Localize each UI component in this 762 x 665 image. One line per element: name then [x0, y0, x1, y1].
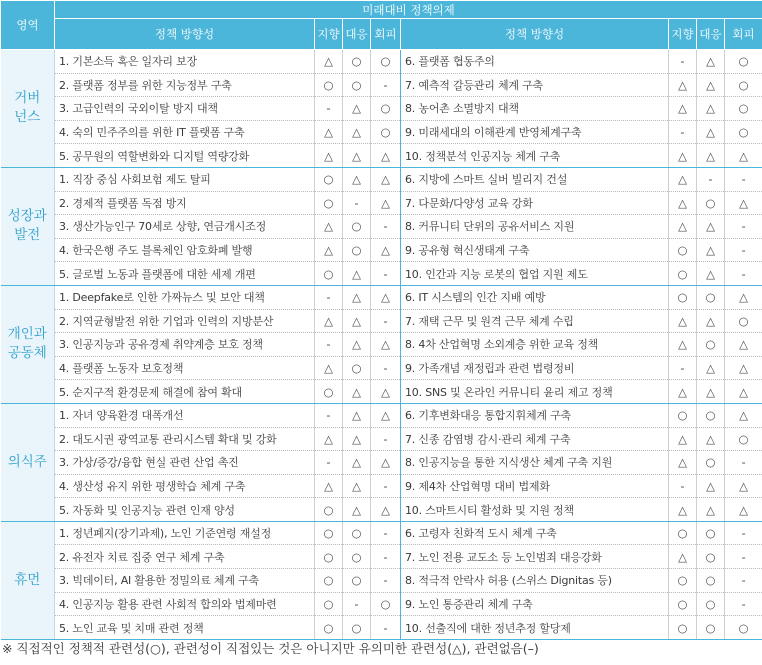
mark-respond: △ [697, 309, 725, 333]
policy-item: 5. 노인 교육 및 치매 관련 정책 [55, 616, 315, 640]
mark-orient: △ [669, 97, 697, 121]
area-label [1, 521, 55, 639]
area-label [1, 50, 55, 168]
mark-avoid: ○ [725, 427, 762, 451]
area-header: 영역 [1, 1, 55, 50]
mark-respond: △ [343, 97, 371, 121]
policy-item: 3. 빅데이터, AI 활용한 정밀의료 체계 구축 [55, 569, 315, 593]
area-label-line: 휴먼 [14, 571, 41, 588]
policy-item: 2. 경제적 플랫폼 독점 방지 [55, 191, 315, 215]
table-row [1, 474, 762, 498]
policy-item: 3. 인공지능과 공유경제 취약계층 보호 정책 [55, 333, 315, 357]
area-label-line: 의식주 [7, 453, 47, 470]
policy-item: 7. 재택 근무 및 원격 근무 체계 수립 [401, 309, 669, 333]
mark-respond: - [343, 191, 371, 215]
table-row [1, 521, 762, 545]
mark-respond: △ [343, 167, 371, 191]
mark-avoid: ○ [371, 120, 401, 144]
mark-respond: △ [697, 50, 725, 74]
mark-orient: - [315, 333, 343, 357]
mark-orient: △ [669, 167, 697, 191]
policy-item: 6. 기후변화대응 통합지휘체계 구축 [401, 403, 669, 427]
mark-avoid: △ [725, 285, 762, 309]
mark-orient: ○ [669, 569, 697, 593]
policy-item: 3. 생산가능인구 70세로 상향, 연금개시조정 [55, 215, 315, 239]
policy-item: 5. 글로벌 노동과 플랫폼에 대한 세제 개편 [55, 262, 315, 286]
mark-avoid: △ [371, 333, 401, 357]
policy-item: 1. 자녀 양육환경 대폭개선 [55, 403, 315, 427]
table-row [1, 616, 762, 640]
policy-item: 10. 선출직에 대한 정년추정 할당제 [401, 616, 669, 640]
policy-column-header: 정책 방향성 [401, 19, 669, 50]
mark-respond: - [697, 167, 725, 191]
policy-item: 9. 노인 통증관리 체계 구축 [401, 592, 669, 616]
policy-item: 8. 4차 산업혁명 소외계층 위한 교육 정책 [401, 333, 669, 357]
mark-avoid: - [371, 73, 401, 97]
mark-avoid: ○ [371, 50, 401, 74]
table-row [1, 120, 762, 144]
mark-respond: △ [343, 451, 371, 475]
mark-avoid: △ [371, 498, 401, 522]
mark-orient: - [315, 403, 343, 427]
mark-orient: △ [315, 427, 343, 451]
table-row [1, 285, 762, 309]
mark-respond: ○ [343, 215, 371, 239]
mark-orient: - [669, 120, 697, 144]
mark-orient: △ [669, 545, 697, 569]
mark-avoid: ○ [725, 97, 762, 121]
mark-orient: ○ [315, 592, 343, 616]
policy-item: 1. 직장 중심 사회보험 제도 탈피 [55, 167, 315, 191]
mark-respond: △ [697, 380, 725, 404]
mark-avoid: - [371, 474, 401, 498]
mark-respond: ○ [697, 616, 725, 640]
mark-orient: - [669, 356, 697, 380]
policy-item: 4. 플랫폼 노동자 보호정책 [55, 356, 315, 380]
mark-orient: ○ [669, 616, 697, 640]
mark-avoid: △ [725, 380, 762, 404]
column-header-orient: 지향 [315, 19, 343, 50]
mark-respond: ○ [697, 545, 725, 569]
column-header-respond: 대응 [697, 19, 725, 50]
policy-column-header: 정책 방향성 [55, 19, 315, 50]
mark-respond: △ [697, 215, 725, 239]
mark-orient: ○ [315, 73, 343, 97]
area-label [1, 403, 55, 521]
mark-avoid: - [725, 545, 762, 569]
mark-orient: △ [669, 427, 697, 451]
mark-avoid: ○ [725, 616, 762, 640]
policy-item: 4. 한국은행 주도 블록체인 암호화폐 발행 [55, 238, 315, 262]
mark-avoid: △ [371, 380, 401, 404]
mark-respond: ○ [343, 521, 371, 545]
mark-avoid: △ [725, 498, 762, 522]
mark-orient: △ [669, 215, 697, 239]
table-title: 미래대비 정책의제 [55, 1, 762, 19]
policy-item: 10. 인간과 지능 로봇의 협업 지원 제도 [401, 262, 669, 286]
legend-note: ※ 직접적인 정책적 관련성(○), 관련성이 직접있는 것은 아니지만 유의미한 관련성(△), 관련없음(–) [2, 641, 539, 656]
policy-item: 8. 커뮤니티 단위의 공유서비스 지원 [401, 215, 669, 239]
area-label-line: 넌스 [14, 109, 41, 126]
mark-respond: ○ [697, 333, 725, 357]
policy-item: 9. 공유형 혁신생태계 구축 [401, 238, 669, 262]
mark-avoid: △ [371, 238, 401, 262]
policy-item: 8. 적극적 안락사 허용 (스위스 Dignitas 등) [401, 569, 669, 593]
mark-orient: △ [315, 474, 343, 498]
policy-item: 1. 기본소득 혹은 일자리 보장 [55, 50, 315, 74]
mark-avoid: - [371, 427, 401, 451]
mark-respond: △ [697, 144, 725, 168]
policy-item: 6. 플랫폼 협동주의 [401, 50, 669, 74]
mark-respond: ○ [343, 569, 371, 593]
table-row [1, 592, 762, 616]
mark-respond: △ [697, 120, 725, 144]
table-row [1, 333, 762, 357]
table-row [1, 191, 762, 215]
policy-item: 6. 고령자 친화적 도시 체계 구축 [401, 521, 669, 545]
mark-respond: △ [697, 427, 725, 451]
mark-avoid: △ [725, 474, 762, 498]
column-header-orient: 지향 [669, 19, 697, 50]
column-header-avoid: 회피 [371, 19, 401, 50]
mark-avoid: ○ [371, 97, 401, 121]
policy-item: 9. 제4차 산업혁명 대비 법제화 [401, 474, 669, 498]
mark-avoid: △ [725, 356, 762, 380]
mark-respond: △ [697, 474, 725, 498]
mark-respond: ○ [343, 616, 371, 640]
mark-respond: △ [343, 380, 371, 404]
policy-item: 6. IT 시스템의 인간 지배 예방 [401, 285, 669, 309]
mark-avoid: △ [371, 285, 401, 309]
table-row [1, 403, 762, 427]
mark-avoid: △ [371, 167, 401, 191]
mark-avoid: - [371, 569, 401, 593]
policy-item: 7. 신종 감염병 감시·관리 체계 구축 [401, 427, 669, 451]
table-row [1, 50, 762, 74]
policy-item: 9. 가족개념 재정립과 관련 법령정비 [401, 356, 669, 380]
mark-orient: △ [315, 144, 343, 168]
policy-item: 7. 노인 전용 교도소 등 노인범죄 대응강화 [401, 545, 669, 569]
mark-orient: △ [669, 380, 697, 404]
mark-respond: ○ [697, 191, 725, 215]
policy-item: 7. 예측적 갈등관리 체계 구축 [401, 73, 669, 97]
policy-item: 4. 인공지능 활용 관련 사회적 합의와 법제마련 [55, 592, 315, 616]
table-row [1, 451, 762, 475]
table-row [1, 167, 762, 191]
mark-avoid: ○ [725, 73, 762, 97]
table-row [1, 498, 762, 522]
mark-orient: ○ [315, 191, 343, 215]
table-row [1, 144, 762, 168]
mark-respond: △ [697, 262, 725, 286]
mark-respond: △ [697, 97, 725, 121]
policy-item: 4. 생산성 유지 위한 평생학습 체계 구축 [55, 474, 315, 498]
mark-respond: ○ [343, 73, 371, 97]
mark-avoid: △ [371, 403, 401, 427]
mark-avoid: ○ [725, 120, 762, 144]
mark-orient: ○ [315, 569, 343, 593]
mark-orient: - [669, 474, 697, 498]
mark-orient: - [315, 97, 343, 121]
column-header-respond: 대응 [343, 19, 371, 50]
mark-respond: △ [343, 309, 371, 333]
mark-respond: ○ [343, 545, 371, 569]
mark-avoid: - [371, 521, 401, 545]
mark-respond: ○ [697, 569, 725, 593]
policy-item: 4. 숙의 민주주의를 위한 IT 플랫폼 구축 [55, 120, 315, 144]
policy-item: 2. 지역균형발전 위한 기업과 인력의 지방분산 [55, 309, 315, 333]
mark-respond: △ [343, 427, 371, 451]
policy-item: 3. 가상/증강/융합 현실 관련 산업 촉진 [55, 451, 315, 475]
mark-respond: △ [343, 120, 371, 144]
mark-respond: ○ [697, 451, 725, 475]
policy-item: 2. 유전자 치료 집중 연구 체계 구축 [55, 545, 315, 569]
mark-orient: △ [669, 144, 697, 168]
mark-respond: △ [343, 333, 371, 357]
mark-avoid: - [371, 545, 401, 569]
area-label [1, 167, 55, 285]
table-row [1, 97, 762, 121]
mark-avoid: △ [725, 144, 762, 168]
table-row [1, 215, 762, 239]
mark-orient: △ [669, 191, 697, 215]
mark-orient: ○ [315, 498, 343, 522]
mark-respond: ○ [343, 50, 371, 74]
policy-item: 5. 순지구적 환경문제 해결에 참여 확대 [55, 380, 315, 404]
mark-avoid: - [725, 451, 762, 475]
mark-avoid: △ [371, 144, 401, 168]
mark-respond: ○ [343, 238, 371, 262]
policy-item: 10. 스마트시티 활성화 및 지원 정책 [401, 498, 669, 522]
mark-respond: △ [343, 498, 371, 522]
mark-orient: △ [315, 356, 343, 380]
mark-respond: ○ [697, 285, 725, 309]
policy-item: 5. 공무원의 역할변화와 디지털 역량강화 [55, 144, 315, 168]
policy-item: 10. 정책분석 인공지능 체계 구축 [401, 144, 669, 168]
policy-item: 9. 미래세대의 이해관계 반영체계구축 [401, 120, 669, 144]
policy-item: 7. 다문화/다양성 교육 강화 [401, 191, 669, 215]
mark-avoid: - [725, 167, 762, 191]
mark-avoid: ○ [371, 592, 401, 616]
area-label-line: 발전 [14, 227, 41, 244]
table-row [1, 262, 762, 286]
mark-respond: △ [343, 144, 371, 168]
mark-avoid: - [725, 569, 762, 593]
area-label-line: 거버 [14, 90, 41, 107]
mark-respond: ○ [343, 356, 371, 380]
mark-respond: ○ [697, 403, 725, 427]
table-row [1, 569, 762, 593]
mark-respond: △ [343, 474, 371, 498]
table-row [1, 356, 762, 380]
mark-avoid: - [371, 616, 401, 640]
area-label-line: 공동체 [7, 345, 47, 362]
table-row [1, 73, 762, 97]
mark-respond: △ [697, 73, 725, 97]
mark-avoid: △ [725, 403, 762, 427]
mark-avoid: - [725, 521, 762, 545]
policy-item: 8. 농어촌 소멸방지 대책 [401, 97, 669, 121]
table-row [1, 545, 762, 569]
mark-orient: - [315, 285, 343, 309]
mark-avoid: - [725, 592, 762, 616]
mark-avoid: - [371, 309, 401, 333]
mark-orient: △ [669, 451, 697, 475]
mark-avoid: △ [725, 191, 762, 215]
mark-orient: ○ [669, 238, 697, 262]
policy-item: 3. 고급인력의 국외이탈 방지 대책 [55, 97, 315, 121]
table-row [1, 309, 762, 333]
mark-orient: ○ [669, 285, 697, 309]
mark-avoid: - [371, 356, 401, 380]
mark-respond: ○ [697, 521, 725, 545]
policy-item: 8. 인공지능을 통한 지식생산 체계 구축 지원 [401, 451, 669, 475]
mark-orient: - [669, 50, 697, 74]
mark-orient: △ [315, 120, 343, 144]
mark-respond: - [343, 592, 371, 616]
table-row [1, 238, 762, 262]
table-row [1, 427, 762, 451]
mark-avoid: △ [725, 333, 762, 357]
area-label-line: 성장과 [7, 208, 47, 225]
policy-item: 2. 대도시권 광역교통 관리시스템 확대 및 강화 [55, 427, 315, 451]
mark-avoid: ○ [725, 309, 762, 333]
policy-item: 5. 자동화 및 인공지능 관련 인재 양성 [55, 498, 315, 522]
mark-orient: △ [315, 50, 343, 74]
mark-avoid: △ [371, 191, 401, 215]
policy-item: 1. 정년폐지(장기과제), 노인 기준연령 재설정 [55, 521, 315, 545]
mark-orient: △ [669, 309, 697, 333]
column-header-avoid: 회피 [725, 19, 762, 50]
mark-orient: ○ [669, 403, 697, 427]
mark-orient: ○ [669, 521, 697, 545]
mark-respond: ○ [697, 592, 725, 616]
mark-orient: ○ [669, 592, 697, 616]
mark-avoid: - [725, 215, 762, 239]
mark-orient: ○ [315, 521, 343, 545]
mark-avoid: - [725, 238, 762, 262]
mark-respond: △ [343, 262, 371, 286]
policy-item: 2. 플랫폼 정부를 위한 지능정부 구축 [55, 73, 315, 97]
mark-avoid: - [371, 262, 401, 286]
mark-orient: ○ [315, 545, 343, 569]
mark-orient: △ [315, 215, 343, 239]
mark-orient: △ [669, 333, 697, 357]
policy-item: 1. Deepfake로 인한 가짜뉴스 및 보안 대책 [55, 285, 315, 309]
policy-item: 10. SNS 및 온라인 커뮤니티 윤리 제고 정책 [401, 380, 669, 404]
mark-orient: △ [669, 498, 697, 522]
mark-respond: △ [343, 285, 371, 309]
mark-orient: - [315, 451, 343, 475]
mark-avoid: ○ [725, 50, 762, 74]
mark-respond: △ [697, 498, 725, 522]
mark-orient: ○ [315, 262, 343, 286]
mark-orient: ○ [315, 380, 343, 404]
mark-respond: △ [343, 403, 371, 427]
table-row [1, 380, 762, 404]
mark-orient: ○ [315, 616, 343, 640]
mark-orient: ○ [315, 167, 343, 191]
mark-respond: △ [697, 356, 725, 380]
mark-avoid: - [371, 215, 401, 239]
mark-avoid: - [725, 262, 762, 286]
mark-orient: △ [315, 238, 343, 262]
mark-orient: ○ [669, 262, 697, 286]
mark-avoid: △ [371, 451, 401, 475]
policy-item: 6. 지방에 스마트 실버 빌리지 건설 [401, 167, 669, 191]
mark-orient: △ [315, 309, 343, 333]
area-label [1, 285, 55, 403]
mark-orient: △ [669, 73, 697, 97]
mark-respond: △ [697, 238, 725, 262]
area-label-line: 개인과 [7, 326, 47, 343]
